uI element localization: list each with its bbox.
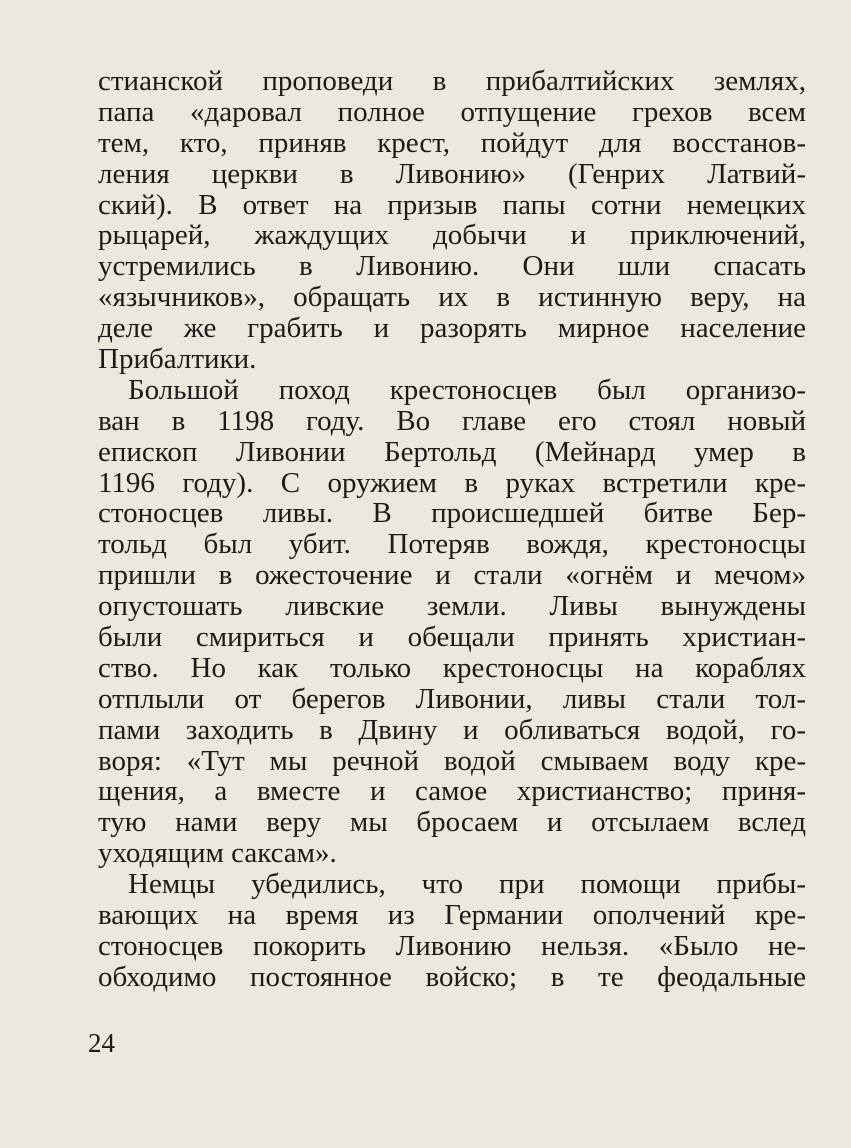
text-line: стоносцев покорить Ливонию нельзя. «Было не- — [98, 929, 806, 962]
text-line: Немцы убедились, что при помощи прибы- — [128, 868, 806, 901]
text-line: пами заходить в Двину и обливаться водой, го- — [98, 713, 806, 746]
text-line: тем, кто, приняв крест, пойдут для восстанов- — [98, 126, 806, 159]
body-text — [98, 66, 806, 993]
text-line: опустошать ливские земли. Ливы вынуждены — [98, 590, 806, 623]
text-line: стианской проповеди в прибалтийских землях, — [98, 65, 806, 97]
text-line: ство. Но как только крестоносцы на кораблях — [98, 651, 806, 684]
text-line: вающих на время из Германии ополчений кре- — [98, 899, 806, 932]
text-line: «язычников», обращать их в истинную веру, на — [98, 281, 806, 314]
text-line: пришли в ожесточение и стали «огнём и мечом» — [98, 559, 806, 592]
text-line: воря: «Тут мы речной водой смываем воду кре- — [98, 744, 806, 777]
text-line: Большой поход крестоносцев был организо- — [128, 373, 806, 406]
text-line: рыцарей, жаждущих добычи и приключений, — [98, 219, 806, 252]
text-line: папа «даровал полное отпущение грехов всем — [98, 95, 806, 128]
text-line: 1196 году). С оружием в руках встретили кре- — [98, 466, 806, 499]
text-line: тольд был убит. Потеряв вождя, крестоносцы — [98, 528, 806, 561]
text-line: тую нами веру мы бросаем и отсылаем вслед — [98, 806, 806, 839]
text-line: епископ Ливонии Бертольд (Мейнард умер в — [98, 435, 806, 468]
text-line: устремились в Ливонию. Они шли спасать — [98, 250, 806, 283]
text-line: деле же грабить и разорять мирное население — [98, 312, 806, 345]
page-number: 24 — [88, 1028, 115, 1058]
text-line: были смириться и обещали принять христиан- — [98, 621, 806, 654]
text-line: обходимо постоянное войско; в те феодальные — [98, 960, 806, 993]
text-line: отплыли от берегов Ливонии, ливы стали тол- — [98, 682, 806, 715]
text-line: Прибалтики. — [98, 343, 257, 376]
text-line: уходящим саксам». — [98, 837, 337, 870]
text-line: ский). В ответ на призыв папы сотни немецких — [98, 188, 806, 221]
text-line: ления церкви в Ливонию» (Генрих Латвий- — [98, 157, 806, 190]
text-line: стоносцев ливы. В происшедшей битве Бер- — [98, 497, 806, 530]
text-line: ван в 1198 году. Во главе его стоял новый — [98, 404, 806, 437]
text-line: щения, а вместе и самое христианство; приня- — [98, 775, 806, 808]
